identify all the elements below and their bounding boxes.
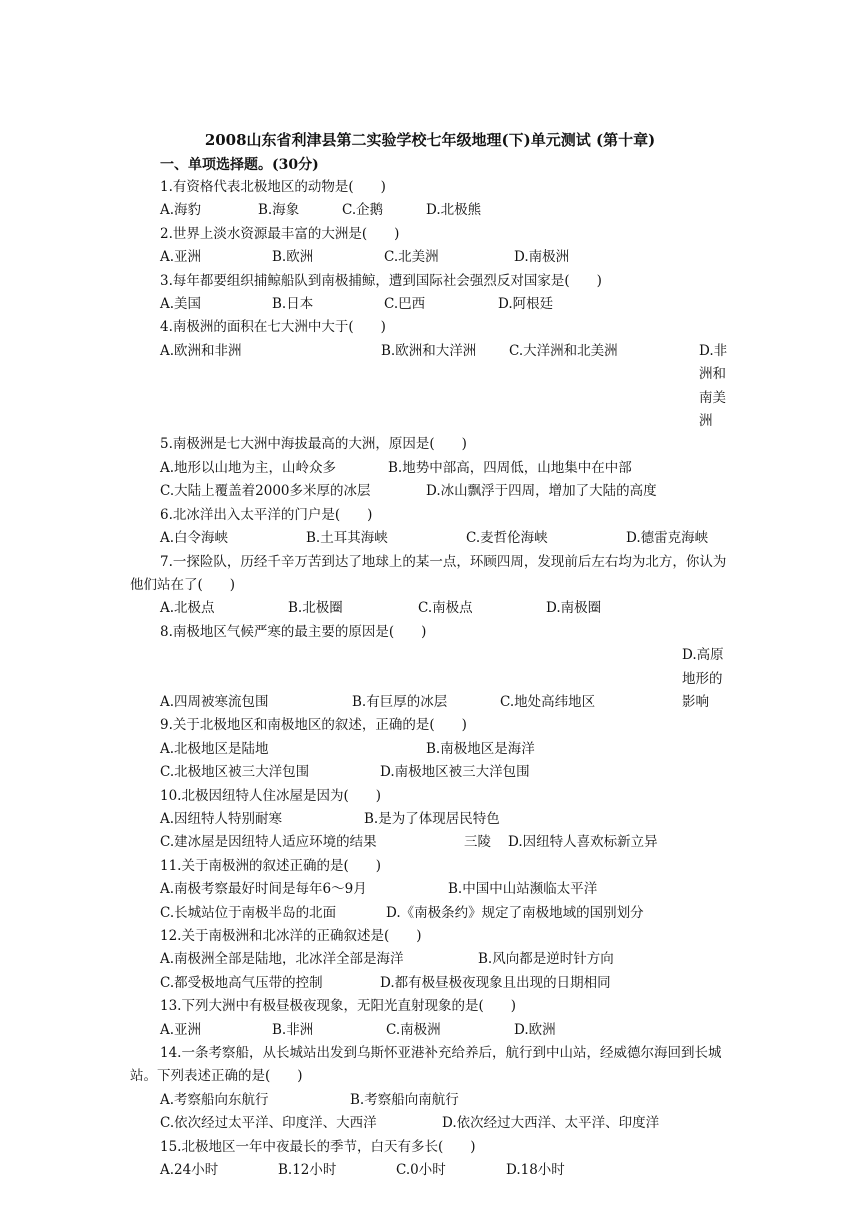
question-text: 8.南极地区气候严寒的最主要的原因是( )	[160, 623, 427, 640]
option-c: C.都受极地高气压带的控制	[160, 974, 323, 991]
option-c: C.0小时	[396, 1162, 446, 1179]
option-row	[130, 293, 730, 316]
option-a: A.美国	[160, 296, 202, 313]
option-d: D.北极熊	[426, 202, 482, 219]
option-d: D.阿根廷	[498, 296, 554, 313]
question-text: 15.北极地区一年中夜最长的季节，白天有多长( )	[160, 1138, 476, 1155]
question-text: 2.世界上淡水资源最丰富的大洲是( )	[160, 225, 400, 242]
option-d: D.《南极条约》规定了南极地域的国别划分	[386, 904, 644, 921]
option-a: A.考察船向东航行	[160, 1091, 269, 1108]
option-d: D.南极地区被三大洋包围	[380, 764, 530, 781]
option-a: A.南极洲全部是陆地，北冰洋全部是海洋	[160, 951, 404, 968]
question-text: 12.关于南极洲和北冰洋的正确叙述是( )	[160, 928, 422, 945]
option-row	[130, 527, 730, 550]
option-c: C.南极洲	[386, 1021, 441, 1038]
option-d: D.德雷克海峡	[626, 530, 709, 547]
option-a: A.欧洲和非洲	[160, 342, 242, 359]
option-b: B.南极地区是海洋	[426, 740, 535, 757]
option-d-text: D.非洲和南美洲	[699, 342, 728, 430]
option-row	[130, 972, 730, 995]
option-b: B.北极圈	[288, 600, 343, 617]
document-title: 2008山东省利津县第二实验学校七年级地理(下)单元测试 (第十章)	[204, 131, 656, 149]
option-row	[130, 457, 730, 480]
question-text: 11.关于南极洲的叙述正确的是( )	[160, 857, 382, 874]
option-row	[130, 761, 730, 784]
option-row	[130, 831, 730, 854]
question-text: 1.有资格代表北极地区的动物是( )	[160, 179, 386, 195]
option-c: C.北极地区被三大洋包围	[160, 764, 310, 781]
stray-text: 三陵	[464, 834, 491, 851]
option-row	[130, 1089, 730, 1112]
option-d: D.欧洲	[514, 1021, 556, 1038]
option-b: B.考察船向南航行	[350, 1091, 459, 1108]
option-b: B.土耳其海峡	[306, 530, 388, 547]
option-row	[130, 878, 730, 901]
option-c: C.大洋洲和北美洲	[509, 342, 618, 359]
section-heading: 一、单项选择题。(30分)	[160, 157, 319, 173]
option-b: B.12小时	[278, 1162, 337, 1179]
option-d: D.因纽特人喜欢标新立异	[508, 834, 658, 851]
option-b: B.地势中部高，四周低，山地集中在中部	[388, 459, 632, 476]
option-row	[130, 246, 730, 269]
option-b: B.风向都是逆时针方向	[478, 951, 614, 968]
question-text: 4.南极洲的面积在七大洲中大于( )	[160, 319, 386, 336]
option-b: B.非洲	[272, 1021, 314, 1038]
option-a: A.北极点	[160, 600, 215, 617]
option-row	[130, 1112, 730, 1135]
option-c: C.南极点	[418, 600, 473, 617]
option-a: A.24小时	[160, 1162, 219, 1179]
option-c: C.大陆上覆盖着2000多米厚的冰层	[160, 483, 371, 500]
option-row	[130, 808, 730, 831]
option-b: B.欧洲	[272, 249, 314, 266]
question-text: 13.下列大洲中有极昼极夜现象，无阳光直射现象的是( )	[160, 998, 517, 1015]
option-c: C.依次经过太平洋、印度洋、大西洋	[160, 1115, 377, 1132]
option-c: C.麦哲伦海峡	[466, 530, 548, 547]
question-text	[130, 1042, 730, 1089]
option-b: B.欧洲和大洋洲	[381, 342, 477, 359]
option-row	[130, 1159, 730, 1182]
option-d: D.高原地形的影响	[682, 647, 724, 710]
option-row	[130, 597, 730, 620]
option-a: A.四周被寒流包围	[160, 693, 269, 710]
question-text: 6.北冰洋出入太平洋的门户是( )	[160, 506, 373, 523]
option-b: B.中国中山站濒临太平洋	[448, 881, 598, 898]
option-d: D.都有极昼极夜现象且出现的日期相同	[380, 974, 611, 991]
question-text: 5.南极洲是七大洲中海拔最高的大洲，原因是( )	[160, 436, 467, 453]
option-b: B.日本	[272, 296, 314, 313]
option-c: C.北美洲	[384, 249, 439, 266]
option-row	[130, 340, 730, 363]
option-a: A.亚洲	[160, 1021, 202, 1038]
option-c: C.建冰屋是因纽特人适应环境的结果	[160, 834, 377, 851]
option-d: D.冰山飘浮于四周，增加了大陆的高度	[426, 483, 657, 500]
option-a: A.亚洲	[160, 249, 202, 266]
question-text	[130, 551, 730, 598]
option-c: C.企鹅	[342, 202, 384, 219]
option-c: C.长城站位于南极半岛的北面	[160, 904, 337, 921]
option-row	[130, 199, 730, 222]
question-7-text: 7.一探险队，历经千辛万苦到达了地球上的某一点，环顾四周，发现前后左右均为北方，你认为他们站在了( )	[130, 553, 727, 593]
question-list	[130, 176, 730, 1182]
option-d: D.18小时	[506, 1162, 565, 1179]
option-row	[130, 644, 730, 714]
option-a: A.北极地区是陆地	[160, 740, 269, 757]
option-d: D.依次经过大西洋、太平洋、印度洋	[442, 1115, 660, 1132]
question-text: 9.关于北极地区和南极地区的叙述，正确的是( )	[160, 717, 467, 734]
option-row	[130, 738, 730, 761]
option-b: B.是为了体现居民特色	[364, 810, 500, 827]
option-b: B.有巨厚的冰层	[352, 693, 448, 710]
question-text: 10.北极因纽特人住冰屋是因为( )	[160, 787, 382, 804]
option-row	[130, 902, 730, 925]
option-c: C.地处高纬地区	[500, 693, 596, 710]
option-a: A.白令海峡	[160, 530, 229, 547]
option-d: D.南极圈	[546, 600, 602, 617]
question-14-text: 14.一条考察船，从长城站出发到乌斯怀亚港补充给养后，航行到中山站，经威德尔海回到长城站。下列表述正确的是( )	[130, 1045, 722, 1085]
option-a: A.南极考察最好时间是每年6～9月	[160, 881, 367, 898]
option-row	[130, 948, 730, 971]
option-a: A.因纽特人特别耐寒	[160, 810, 283, 827]
option-d: D.南极洲	[514, 249, 570, 266]
option-row	[130, 1019, 730, 1042]
question-text: 3.每年都要组织捕鲸船队到南极捕鲸，遭到国际社会强烈反对国家是( )	[160, 272, 602, 289]
option-a: A.地形以山地为主，山岭众多	[160, 459, 337, 476]
option-a: A.海豹	[160, 202, 202, 219]
option-row	[130, 480, 730, 503]
option-b: B.海象	[258, 202, 300, 219]
option-c: C.巴西	[384, 296, 426, 313]
